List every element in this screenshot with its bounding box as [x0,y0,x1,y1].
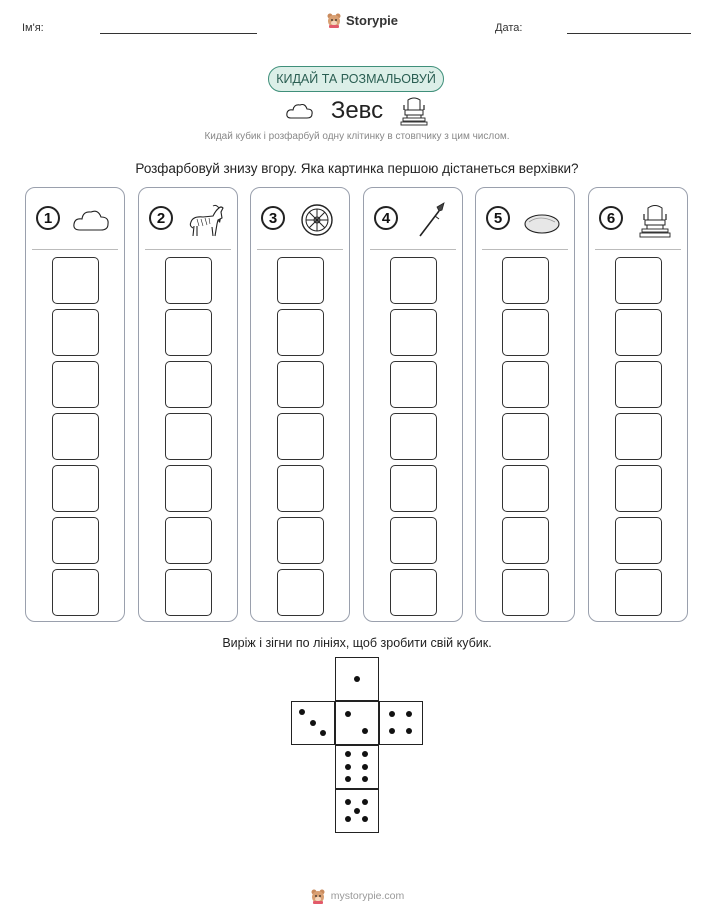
coloring-cell[interactable] [277,361,324,408]
name-line[interactable] [100,33,257,34]
coloring-cell[interactable] [502,257,549,304]
subtitle: Кидай кубик і розфарбуй одну клітинку в стовпчику з цим числом. [204,131,510,142]
dice-pip [345,711,351,717]
column-header [589,202,687,238]
coloring-cell[interactable] [615,361,662,408]
coloring-cell[interactable] [502,569,549,616]
column-number: 6 [599,206,623,230]
coloring-cell[interactable] [52,465,99,512]
coloring-cell[interactable] [502,517,549,564]
coloring-cell[interactable] [390,569,437,616]
dice-pip [406,728,412,734]
coloring-cell[interactable] [615,517,662,564]
coloring-cell[interactable] [502,309,549,356]
dice-pip [345,776,351,782]
coloring-cell[interactable] [615,465,662,512]
dice-pip [320,730,326,736]
dice-pip [362,816,368,822]
goat-icon [183,202,227,238]
dice-face-4 [379,701,423,745]
dice-pip [354,676,360,682]
dice-pip [345,799,351,805]
coloring-cell[interactable] [502,465,549,512]
coloring-cell[interactable] [165,361,212,408]
dice-face-5 [335,789,379,833]
column-divider [257,249,343,250]
coloring-cell[interactable] [52,257,99,304]
page-title: Зевс [330,97,384,124]
dice-face-3 [291,701,335,745]
coloring-cell[interactable] [390,257,437,304]
coloring-cell[interactable] [502,413,549,460]
logo-text: Storypie [346,12,399,28]
column-number: 3 [261,206,285,230]
dice-pip [345,764,351,770]
column-divider [145,249,231,250]
cloud-icon [70,202,114,238]
column-1 [25,187,125,622]
cloud-icon [285,100,315,122]
coloring-cell[interactable] [390,517,437,564]
bear-logo-icon [310,888,326,904]
column-divider [595,249,681,250]
coloring-cell[interactable] [277,465,324,512]
coloring-cell[interactable] [52,413,99,460]
throne-icon [399,96,429,126]
column-5 [475,187,575,622]
coloring-cell[interactable] [390,309,437,356]
throne-icon [633,202,677,238]
column-number: 4 [374,206,398,230]
column-number: 2 [149,206,173,230]
column-divider [32,249,118,250]
footer-link[interactable]: mystorypie.com [330,890,405,902]
dice-pip [362,751,368,757]
coloring-cell[interactable] [277,257,324,304]
column-header [364,202,462,238]
footer [0,888,714,904]
column-number: 5 [486,206,510,230]
shield-icon [295,202,339,238]
instruction: Розфарбовуй знизу вгору. Яка картинка першою дістанеться верхівки? [135,161,579,176]
coloring-cell[interactable] [165,517,212,564]
coloring-cell[interactable] [277,569,324,616]
dice-pip [406,711,412,717]
column-divider [482,249,568,250]
date-label: Дата: [495,22,523,34]
column-header [26,202,124,238]
column-4 [363,187,463,622]
dice-pip [389,728,395,734]
coloring-cell[interactable] [165,465,212,512]
coloring-cell[interactable] [165,309,212,356]
dice-pip [362,764,368,770]
name-label: Ім'я: [22,22,44,34]
dice-face-2 [335,701,379,745]
coloring-cell[interactable] [52,309,99,356]
title-row [0,96,714,126]
coloring-cell[interactable] [277,309,324,356]
coloring-cell[interactable] [165,257,212,304]
column-header [476,202,574,238]
dice-pip [310,720,316,726]
dice-pip [362,776,368,782]
coloring-cell[interactable] [390,465,437,512]
column-2 [138,187,238,622]
column-header [251,202,349,238]
column-3 [250,187,350,622]
bear-logo-icon [326,12,342,28]
coloring-cell[interactable] [615,309,662,356]
coloring-cell[interactable] [165,413,212,460]
column-header [139,202,237,238]
column-6 [588,187,688,622]
dice-face-1 [335,657,379,701]
spear-icon [408,202,452,238]
coloring-cell[interactable] [390,361,437,408]
coloring-cell[interactable] [615,413,662,460]
column-divider [370,249,456,250]
activity-badge: КИДАЙ ТА РОЗМАЛЬОВУЙ [268,66,444,92]
cut-instruction: Виріж і зігни по лініях, щоб зробити свій кубик. [222,636,492,650]
coloring-cell[interactable] [277,413,324,460]
date-line[interactable] [567,33,691,34]
coloring-cell[interactable] [390,413,437,460]
dice-pip [354,808,360,814]
coloring-cell[interactable] [502,361,549,408]
dice-pip [362,799,368,805]
logo [326,12,398,28]
coloring-cell[interactable] [615,569,662,616]
coloring-cell[interactable] [165,569,212,616]
dice-pip [389,711,395,717]
dice-pip [362,728,368,734]
stone-icon [520,202,564,238]
coloring-cell[interactable] [52,361,99,408]
coloring-cell[interactable] [615,257,662,304]
dice-pip [345,751,351,757]
coloring-cell[interactable] [277,517,324,564]
column-number: 1 [36,206,60,230]
dice-pip [299,709,305,715]
coloring-cell[interactable] [52,517,99,564]
coloring-cell[interactable] [52,569,99,616]
dice-face-6 [335,745,379,789]
dice-pip [345,816,351,822]
